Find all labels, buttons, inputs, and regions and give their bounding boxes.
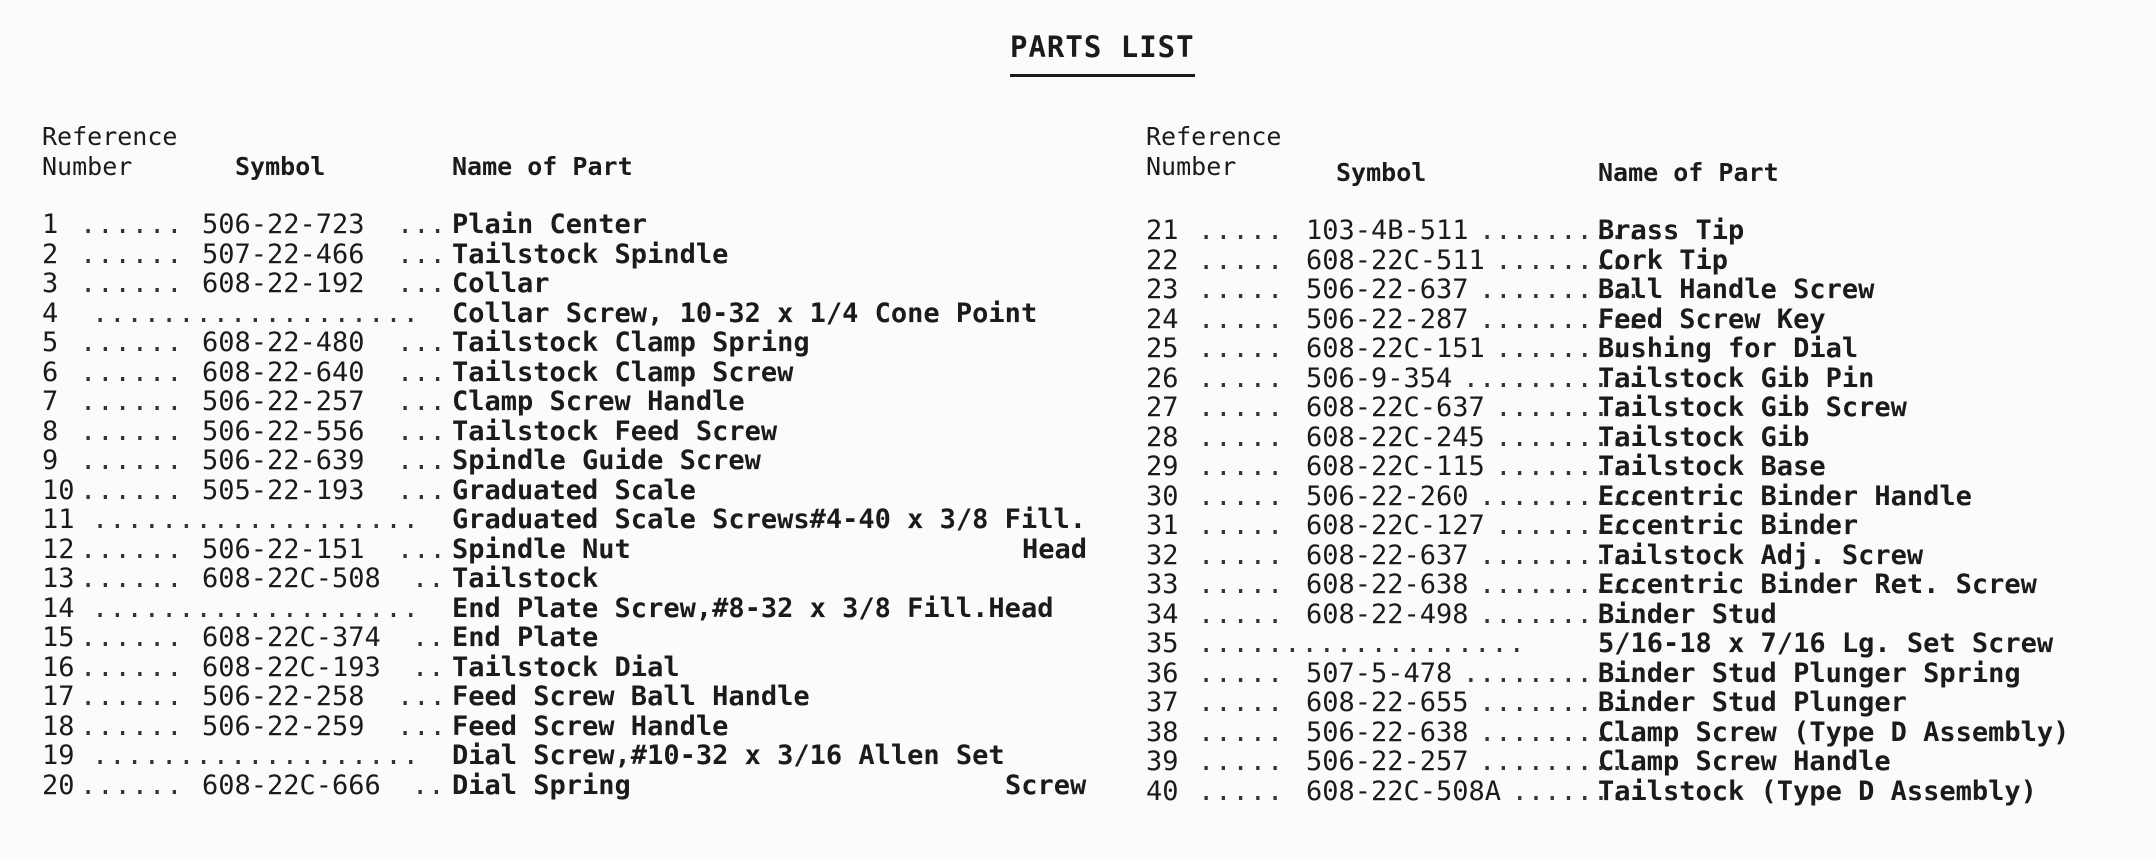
part-symbol: 608-22C-193 bbox=[202, 651, 381, 683]
leader-dots: ...... bbox=[80, 356, 184, 388]
part-name: Feed Screw Handle bbox=[452, 710, 729, 742]
part-symbol: 506-22-257 bbox=[202, 386, 365, 417]
part-name: Tailstock (Type D Assembly) bbox=[1598, 775, 2037, 807]
part-name: Tailstock Clamp Screw bbox=[452, 356, 794, 388]
reference-number: 2 bbox=[42, 238, 59, 270]
part-symbol: 506-22-638 bbox=[1306, 716, 1469, 748]
part-symbol: 506-22-260 bbox=[1306, 480, 1469, 512]
part-name: Tailstock Gib Screw bbox=[1598, 392, 1907, 423]
leader-dots: ..... bbox=[1198, 274, 1285, 305]
reference-number: 34 bbox=[1146, 598, 1179, 630]
leader-dots: ..... bbox=[1198, 480, 1285, 512]
leader-dots: ....... bbox=[1511, 775, 1626, 807]
leader-dots: .. bbox=[412, 622, 445, 653]
leader-dots: ... bbox=[397, 415, 446, 447]
leader-dots: ................... bbox=[92, 592, 420, 624]
leader-dots: ..... bbox=[1198, 244, 1285, 276]
part-name: Clamp Screw Handle bbox=[452, 386, 745, 417]
part-name: Tailstock Gib bbox=[1598, 421, 1810, 453]
part-symbol: 506-22-637 bbox=[1306, 274, 1469, 305]
part-name: Collar bbox=[452, 268, 550, 299]
leader-dots: .......... bbox=[1479, 303, 1642, 335]
part-symbol: 505-22-193 bbox=[202, 474, 365, 506]
reference-number: 11 bbox=[42, 504, 75, 535]
leader-dots: ...... bbox=[80, 327, 184, 358]
reference-number: 32 bbox=[1146, 539, 1179, 571]
reference-number: 38 bbox=[1146, 716, 1179, 748]
leader-dots: ..... bbox=[1198, 539, 1285, 571]
part-symbol: 506-22-259 bbox=[202, 710, 365, 742]
part-name: Plain Center bbox=[452, 209, 648, 240]
reference-number-header: Reference Number bbox=[42, 122, 178, 181]
symbol-header: Symbol bbox=[1336, 158, 1427, 187]
part-name: Tailstock Spindle bbox=[452, 238, 729, 270]
part-name: End Plate Screw,#8-32 x 3/8 Fill.Head bbox=[452, 592, 1054, 624]
part-name-continuation: Screw bbox=[1005, 769, 1087, 801]
part-symbol: 506-22-287 bbox=[1306, 303, 1469, 335]
leader-dots: .......... bbox=[1479, 687, 1642, 718]
leader-dots: ...... bbox=[80, 238, 184, 270]
symbol-header: Symbol bbox=[235, 152, 326, 181]
part-symbol: 608-22-640 bbox=[202, 356, 365, 388]
leader-dots: ... bbox=[397, 681, 446, 712]
part-symbol: 608-22-192 bbox=[202, 268, 365, 299]
leader-dots: ...... bbox=[80, 769, 184, 801]
leader-dots: ........ bbox=[1495, 333, 1626, 364]
part-name: Tailstock Base bbox=[1598, 451, 1826, 482]
reference-number: 17 bbox=[42, 681, 75, 712]
leader-dots: ................... bbox=[92, 740, 420, 771]
reference-number: 16 bbox=[42, 651, 75, 683]
leader-dots: ..... bbox=[1198, 716, 1285, 748]
leader-dots: ...... bbox=[80, 386, 184, 417]
part-name: Feed Screw Key bbox=[1598, 303, 1826, 335]
reference-number: 21 bbox=[1146, 215, 1179, 246]
name-of-part-header: Name of Part bbox=[1598, 158, 1779, 187]
reference-number: 26 bbox=[1146, 362, 1179, 394]
part-symbol: 507-22-466 bbox=[202, 238, 365, 270]
part-name: Tailstock Clamp Spring bbox=[452, 327, 810, 358]
part-name: Tailstock Feed Screw bbox=[452, 415, 778, 447]
leader-dots: ........ bbox=[1495, 392, 1626, 423]
part-symbol: 506-22-556 bbox=[202, 415, 365, 447]
page-title: PARTS LIST bbox=[1010, 30, 1195, 77]
part-name: Spindle Nut bbox=[452, 533, 631, 565]
reference-number: 23 bbox=[1146, 274, 1179, 305]
leader-dots: ..... bbox=[1198, 333, 1285, 364]
reference-number: 20 bbox=[42, 769, 75, 801]
part-symbol: 608-22C-151 bbox=[1306, 333, 1485, 364]
part-name: Eccentric Binder Ret. Screw bbox=[1598, 569, 2037, 600]
reference-number: 36 bbox=[1146, 657, 1179, 689]
part-name: Ball Handle Screw bbox=[1598, 274, 1875, 305]
leader-dots: ........ bbox=[1495, 510, 1626, 541]
part-name: Binder Stud Plunger bbox=[1598, 687, 1907, 718]
leader-dots: ... bbox=[397, 327, 446, 358]
leader-dots: ... bbox=[397, 356, 446, 388]
leader-dots: ................... bbox=[92, 297, 420, 329]
part-name: Tailstock Gib Pin bbox=[1598, 362, 1875, 394]
part-name: Eccentric Binder bbox=[1598, 510, 1859, 541]
part-symbol: 608-22-638 bbox=[1306, 569, 1469, 600]
leader-dots: ........ bbox=[1495, 421, 1626, 453]
leader-dots: ...... bbox=[80, 710, 184, 742]
part-symbol: 608-22-498 bbox=[1306, 598, 1469, 630]
leader-dots: ..... bbox=[1198, 421, 1285, 453]
leader-dots: ..... bbox=[1198, 687, 1285, 718]
leader-dots: ... bbox=[397, 386, 446, 417]
part-symbol: 506-22-723 bbox=[202, 209, 365, 240]
part-name: Feed Screw Ball Handle bbox=[452, 681, 810, 712]
leader-dots: ...... bbox=[80, 415, 184, 447]
part-name: Binder Stud bbox=[1598, 598, 1777, 630]
reference-number: 31 bbox=[1146, 510, 1179, 541]
reference-number: 8 bbox=[42, 415, 59, 447]
reference-number: 6 bbox=[42, 356, 59, 388]
leader-dots: ........... bbox=[1462, 362, 1642, 394]
part-symbol: 608-22C-115 bbox=[1306, 451, 1485, 482]
leader-dots: ...... bbox=[80, 474, 184, 506]
reference-number: 14 bbox=[42, 592, 75, 624]
part-name: Dial Spring bbox=[452, 769, 631, 801]
reference-number: 25 bbox=[1146, 333, 1179, 364]
leader-dots: ..... bbox=[1198, 451, 1285, 482]
leader-dots: .......... bbox=[1479, 215, 1642, 246]
reference-number: 24 bbox=[1146, 303, 1179, 335]
part-symbol: 608-22-655 bbox=[1306, 687, 1469, 718]
leader-dots: ... bbox=[397, 268, 446, 299]
part-symbol: 608-22C-508 bbox=[202, 563, 381, 594]
leader-dots: .......... bbox=[1479, 598, 1642, 630]
reference-number: 18 bbox=[42, 710, 75, 742]
part-symbol: 608-22-480 bbox=[202, 327, 365, 358]
part-name: Clamp Screw Handle bbox=[1598, 746, 1891, 777]
leader-dots: ..... bbox=[1198, 569, 1285, 600]
reference-number: 9 bbox=[42, 445, 59, 476]
part-symbol: 608-22C-511 bbox=[1306, 244, 1485, 276]
reference-number-header: Reference Number bbox=[1146, 122, 1282, 181]
reference-number: 29 bbox=[1146, 451, 1179, 482]
reference-number: 15 bbox=[42, 622, 75, 653]
part-symbol: 608-22C-508A bbox=[1306, 775, 1502, 807]
part-name: 5/16-18 x 7/16 Lg. Set Screw bbox=[1598, 628, 2054, 659]
part-name: Tailstock bbox=[452, 563, 599, 594]
leader-dots: ...... bbox=[80, 681, 184, 712]
leader-dots: ........ bbox=[1495, 244, 1626, 276]
leader-dots: ... bbox=[397, 474, 446, 506]
part-symbol: 506-22-151 bbox=[202, 533, 365, 565]
part-symbol: 506-22-257 bbox=[1306, 746, 1469, 777]
leader-dots: ...... bbox=[80, 533, 184, 565]
leader-dots: .......... bbox=[1479, 746, 1642, 777]
part-name: Bushing for Dial bbox=[1598, 333, 1859, 364]
part-name: Spindle Guide Screw bbox=[452, 445, 761, 476]
leader-dots: ........... bbox=[1462, 657, 1642, 689]
part-symbol: 506-22-639 bbox=[202, 445, 365, 476]
leader-dots: ..... bbox=[1198, 598, 1285, 630]
leader-dots: ..... bbox=[1198, 362, 1285, 394]
leader-dots: .......... bbox=[1479, 569, 1642, 600]
part-symbol: 103-4B-511 bbox=[1306, 215, 1469, 246]
leader-dots: .......... bbox=[1479, 274, 1642, 305]
leader-dots: ..... bbox=[1198, 510, 1285, 541]
leader-dots: ..... bbox=[1198, 392, 1285, 423]
reference-number: 39 bbox=[1146, 746, 1179, 777]
leader-dots: ...... bbox=[80, 445, 184, 476]
part-symbol: 506-22-258 bbox=[202, 681, 365, 712]
part-name: Tailstock Adj. Screw bbox=[1598, 539, 1924, 571]
part-symbol: 608-22-637 bbox=[1306, 539, 1469, 571]
part-name: Cork Tip bbox=[1598, 244, 1729, 276]
leader-dots: .. bbox=[412, 769, 445, 801]
reference-number: 40 bbox=[1146, 775, 1179, 807]
reference-number: 28 bbox=[1146, 421, 1179, 453]
part-symbol: 608-22C-127 bbox=[1306, 510, 1485, 541]
reference-number: 19 bbox=[42, 740, 75, 771]
part-name: Graduated Scale Screws#4-40 x 3/8 Fill. bbox=[452, 504, 1086, 535]
reference-number: 27 bbox=[1146, 392, 1179, 423]
leader-dots: .......... bbox=[1479, 480, 1642, 512]
part-name-continuation: Head bbox=[1022, 533, 1088, 565]
leader-dots: ................... bbox=[1198, 628, 1526, 659]
reference-number: 30 bbox=[1146, 480, 1179, 512]
part-symbol: 507-5-478 bbox=[1306, 657, 1453, 689]
leader-dots: ...... bbox=[80, 622, 184, 653]
reference-number: 10 bbox=[42, 474, 75, 506]
leader-dots: ..... bbox=[1198, 657, 1285, 689]
reference-number: 22 bbox=[1146, 244, 1179, 276]
name-of-part-header: Name of Part bbox=[452, 152, 633, 181]
part-name: Graduated Scale bbox=[452, 474, 696, 506]
leader-dots: ... bbox=[397, 238, 446, 270]
leader-dots: .......... bbox=[1479, 539, 1642, 571]
leader-dots: ...... bbox=[80, 268, 184, 299]
leader-dots: ... bbox=[397, 209, 446, 240]
leader-dots: ... bbox=[397, 533, 446, 565]
reference-number: 13 bbox=[42, 563, 75, 594]
leader-dots: ... bbox=[397, 710, 446, 742]
leader-dots: ..... bbox=[1198, 746, 1285, 777]
leader-dots: ................... bbox=[92, 504, 420, 535]
part-name: Brass Tip bbox=[1598, 215, 1745, 246]
part-name: Binder Stud Plunger Spring bbox=[1598, 657, 2021, 689]
part-name: Eccentric Binder Handle bbox=[1598, 480, 1972, 512]
leader-dots: ..... bbox=[1198, 775, 1285, 807]
leader-dots: .. bbox=[412, 563, 445, 594]
leader-dots: ........ bbox=[1495, 451, 1626, 482]
reference-number: 33 bbox=[1146, 569, 1179, 600]
reference-number: 4 bbox=[42, 297, 59, 329]
reference-number: 35 bbox=[1146, 628, 1179, 659]
leader-dots: ..... bbox=[1198, 215, 1285, 246]
leader-dots: .. bbox=[412, 651, 445, 683]
reference-number: 3 bbox=[42, 268, 59, 299]
part-name: Collar Screw, 10-32 x 1/4 Cone Point bbox=[452, 297, 1038, 329]
leader-dots: ..... bbox=[1198, 303, 1285, 335]
part-name: End Plate bbox=[452, 622, 599, 653]
leader-dots: .......... bbox=[1479, 716, 1642, 748]
part-symbol: 608-22C-245 bbox=[1306, 421, 1485, 453]
reference-number: 5 bbox=[42, 327, 59, 358]
part-name: Dial Screw,#10-32 x 3/16 Allen Set bbox=[452, 740, 1005, 771]
reference-number: 7 bbox=[42, 386, 59, 417]
reference-number: 37 bbox=[1146, 687, 1179, 718]
part-symbol: 608-22C-666 bbox=[202, 769, 381, 801]
reference-number: 12 bbox=[42, 533, 75, 565]
part-name: Tailstock Dial bbox=[452, 651, 680, 683]
leader-dots: ...... bbox=[80, 563, 184, 594]
part-symbol: 608-22C-637 bbox=[1306, 392, 1485, 423]
leader-dots: ...... bbox=[80, 209, 184, 240]
leader-dots: ... bbox=[397, 445, 446, 476]
part-symbol: 608-22C-374 bbox=[202, 622, 381, 653]
part-name: Clamp Screw (Type D Assembly) bbox=[1598, 716, 2070, 748]
reference-number: 1 bbox=[42, 209, 59, 240]
leader-dots: ...... bbox=[80, 651, 184, 683]
part-symbol: 506-9-354 bbox=[1306, 362, 1453, 394]
